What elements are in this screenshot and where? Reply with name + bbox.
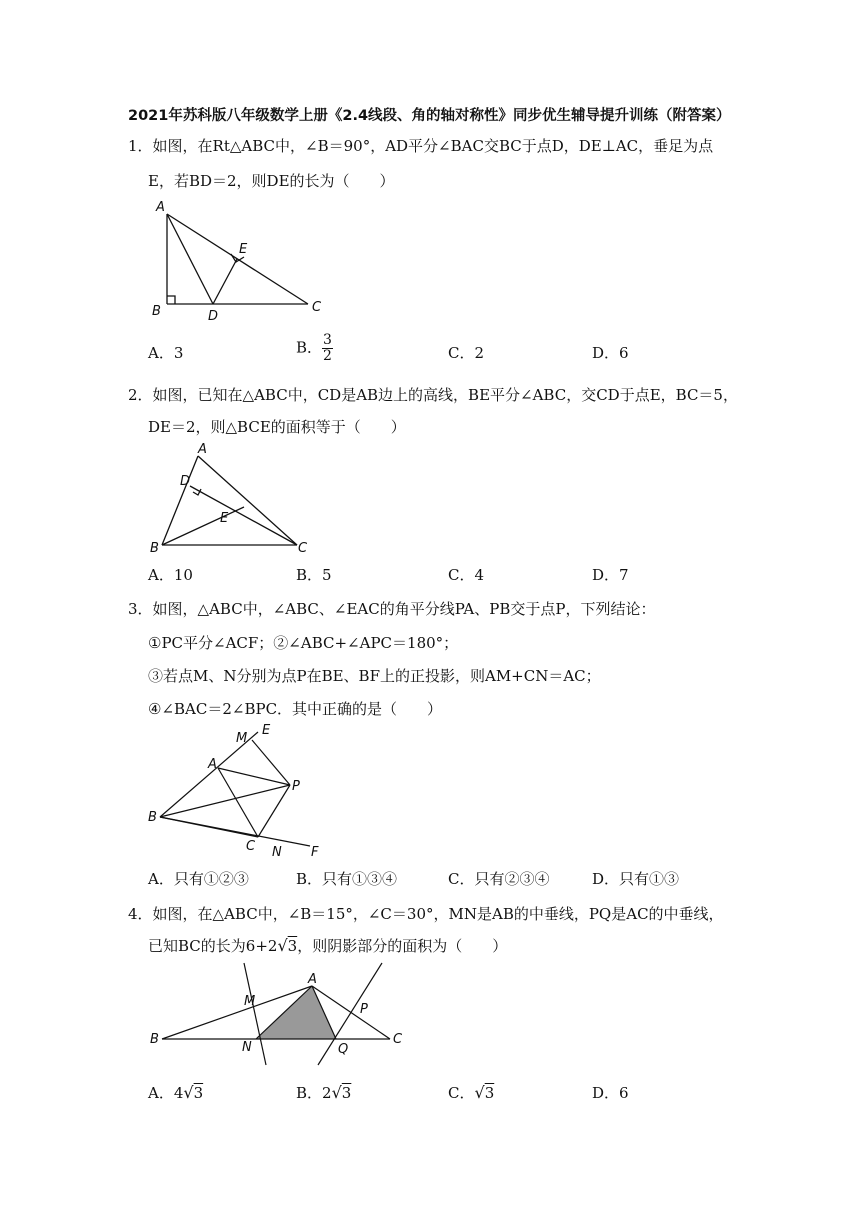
sqrt-symbol: √ xyxy=(183,1083,194,1102)
q1-label-c: C xyxy=(312,300,322,315)
q3-option-b: B．只有①③④ xyxy=(296,870,398,888)
q3-option-a: A．只有①②③ xyxy=(148,870,249,888)
q1-fraction-denominator: 2 xyxy=(323,348,332,364)
q3-option-c: C．只有②③④ xyxy=(448,870,550,888)
q3-text-line4: ④∠BAC＝2∠BPC．其中正确的是（ ） xyxy=(148,700,443,718)
q4-radicand: 3 xyxy=(287,937,298,955)
q4-label-n: N xyxy=(242,1040,252,1055)
q1-label-a: A xyxy=(156,200,165,215)
q4-label-c: C xyxy=(393,1032,403,1047)
q2-label-d: D xyxy=(180,474,191,489)
q4-option-b-coef: 2 xyxy=(322,1084,332,1102)
q1-text-line2: E，若BD＝2，则DE的长为（ ） xyxy=(148,172,395,190)
q4-option-b xyxy=(296,1082,351,1103)
q2-option-a: A．10 xyxy=(148,566,193,584)
q2-option-c: C．4 xyxy=(448,566,485,584)
q2-text-line2: DE＝2，则△BCE的面积等于（ ） xyxy=(148,418,406,436)
q1-option-b xyxy=(296,333,333,364)
q4-option-b-radicand: 3 xyxy=(341,1084,352,1102)
q4-figure xyxy=(140,955,420,1075)
q2-label-b: B xyxy=(150,541,159,556)
q1-label-b: B xyxy=(152,304,161,319)
q1-text-line1: 1．如图，在Rt△ABC中，∠B＝90°，AD平分∠BAC交BC于点D，DE⊥AC，垂足为点 xyxy=(128,137,714,155)
q4-text-line2 xyxy=(148,935,507,956)
q4-label-q: Q xyxy=(338,1042,349,1057)
q1-option-a: A．3 xyxy=(148,344,184,362)
q3-label-f: F xyxy=(311,845,319,860)
q1-option-b-fraction xyxy=(322,333,333,364)
q2-option-b: B．5 xyxy=(296,566,332,584)
q2-figure xyxy=(140,440,340,560)
sqrt-symbol: √ xyxy=(277,936,288,955)
q1-option-d: D．6 xyxy=(592,344,629,362)
q4-label-a: A xyxy=(308,972,317,987)
q1-figure xyxy=(140,196,340,326)
q1-fraction-numerator: 3 xyxy=(323,332,332,348)
q4-option-c xyxy=(448,1082,494,1103)
q2-label-a: A xyxy=(198,442,207,457)
q3-text-line2: ①PC平分∠ACF；②∠ABC+∠APC＝180°； xyxy=(148,634,459,652)
q4-option-c-radicand: 3 xyxy=(484,1084,495,1102)
q3-figure xyxy=(140,722,340,864)
q4-option-b-prefix: B． xyxy=(296,1084,323,1102)
q1-label-d: D xyxy=(208,309,219,324)
q4-text-line2-end: ，则阴影部分的面积为（ ） xyxy=(297,937,508,955)
q4-option-d: D．6 xyxy=(592,1084,629,1102)
sqrt-symbol: √ xyxy=(331,1083,342,1102)
q2-label-e: E xyxy=(220,511,229,526)
q3-text-line1: 3．如图，△ABC中，∠ABC、∠EAC的角平分线PA、PB交于点P，下列结论： xyxy=(128,600,656,618)
q2-option-d: D．7 xyxy=(592,566,629,584)
q1-option-b-prefix: B． xyxy=(296,338,323,357)
q4-label-p: P xyxy=(360,1002,368,1017)
q4-text-line1: 4．如图，在△ABC中，∠B＝15°，∠C＝30°，MN是AB的中垂线，PQ是AC的中垂线， xyxy=(128,905,724,923)
q3-label-p: P xyxy=(292,779,300,794)
q3-label-e: E xyxy=(262,723,271,738)
q4-option-a-prefix: A． xyxy=(148,1084,174,1102)
q4-label-m: M xyxy=(244,994,256,1009)
q3-label-a: A xyxy=(208,757,217,772)
q4-option-a-coef: 4 xyxy=(173,1084,184,1102)
q1-label-e: E xyxy=(239,242,248,257)
q4-text-line2-start: 已知BC的长为6+2 xyxy=(148,937,278,955)
q2-text-line1: 2．如图，已知在△ABC中，CD是AB边上的高线，BE平分∠ABC，交CD于点E，BC＝5， xyxy=(128,386,738,404)
q4-option-a xyxy=(148,1082,203,1103)
q4-label-b: B xyxy=(150,1032,159,1047)
sqrt-symbol: √ xyxy=(474,1083,485,1102)
q3-option-d: D．只有①③ xyxy=(592,870,680,888)
q4-option-c-prefix: C． xyxy=(448,1084,475,1102)
q2-label-c: C xyxy=(298,541,308,556)
document-title: 2021年苏科版八年级数学上册《2.4线段、角的轴对称性》同步优生辅导提升训练（附答案） xyxy=(128,108,731,124)
q3-label-n: N xyxy=(272,845,282,860)
q3-label-b: B xyxy=(148,810,157,825)
q1-option-c: C．2 xyxy=(448,344,485,362)
q3-label-c: C xyxy=(246,839,256,854)
q3-text-line3: ③若点M、N分别为点P在BE、BF上的正投影，则AM+CN＝AC； xyxy=(148,667,601,685)
q4-option-a-radicand: 3 xyxy=(193,1084,204,1102)
q3-label-m: M xyxy=(236,731,248,746)
